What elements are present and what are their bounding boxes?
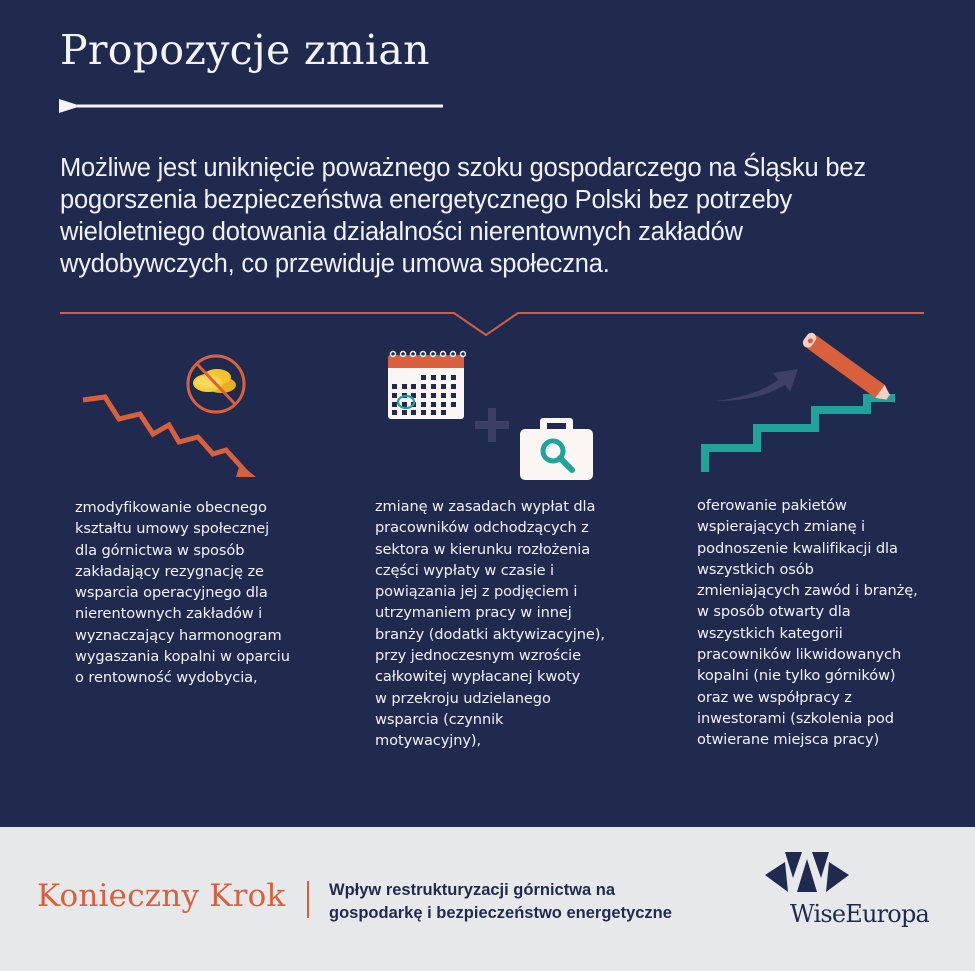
intro-text: Możliwe jest uniknięcie poważnego szoku gospodarczego na Śląsku bez pogorszenia bezpieczeństwa energetycznego Polski bez potrzeby wieloletniego dotowania działalności nierentownych zakładów wydobywczych, co przewiduje umowa społeczna. — [60, 154, 866, 278]
brand-title: Konieczny Krok — [37, 878, 286, 914]
calendar-icon — [386, 349, 466, 421]
plus-icon — [475, 408, 509, 442]
job-search-briefcase-icon — [520, 418, 593, 480]
proposal-2-text: zmianę w zasadach wypłat dla pracowników odchodzących z sektora w kierunku rozłożenia części wypłaty w czasie i powiązania jej z podjęciem i utrzymaniem pracy w innej branży (dodatki aktywizacyjne), przy jednoczesnym wzroście całkowitej wypłacanej kwoty w przekroju udzielanego wsparcia (czynnik motywacyjny), — [375, 498, 605, 750]
report-subtitle: Wpływ restrukturyzacji górnictwa na gospodarkę i bezpieczeństwo energetyczne — [329, 881, 672, 922]
wiseeuropa-logo-icon — [763, 852, 851, 894]
proposal-3-text: oferowanie pakietów wspierających zmianę i podnoszenie kwalifikacji dla wszystkich osób zmieniających zawód i branżę, w sposób otwarty dla wszystkich kategorii pracowników likwidowanych kopalni (nie tylko górników) oraz we współpracy z inwestorami (szkolenia pod otwierane miejsca pracy) — [697, 497, 918, 749]
page-title: Propozycje zmian — [60, 26, 430, 74]
wiseeuropa-logo-text: WiseEuropa — [790, 900, 930, 928]
pencil-drawing-stairs-icon — [700, 330, 895, 475]
proposal-1-text: zmodyfikowanie obecnego kształtu umowy społecznej dla górnictwa w sposób zakładający rezygnację ze wsparcia operacyjnego dla nierentownych zakładów i wyznaczający harmonogram wygaszania kopalni w oparciu o rentowność wydobycia, — [75, 499, 290, 687]
brand-separator — [307, 881, 309, 918]
no-subsidy-coins-icon — [185, 353, 247, 415]
left-arrow-rule-icon — [59, 96, 443, 116]
